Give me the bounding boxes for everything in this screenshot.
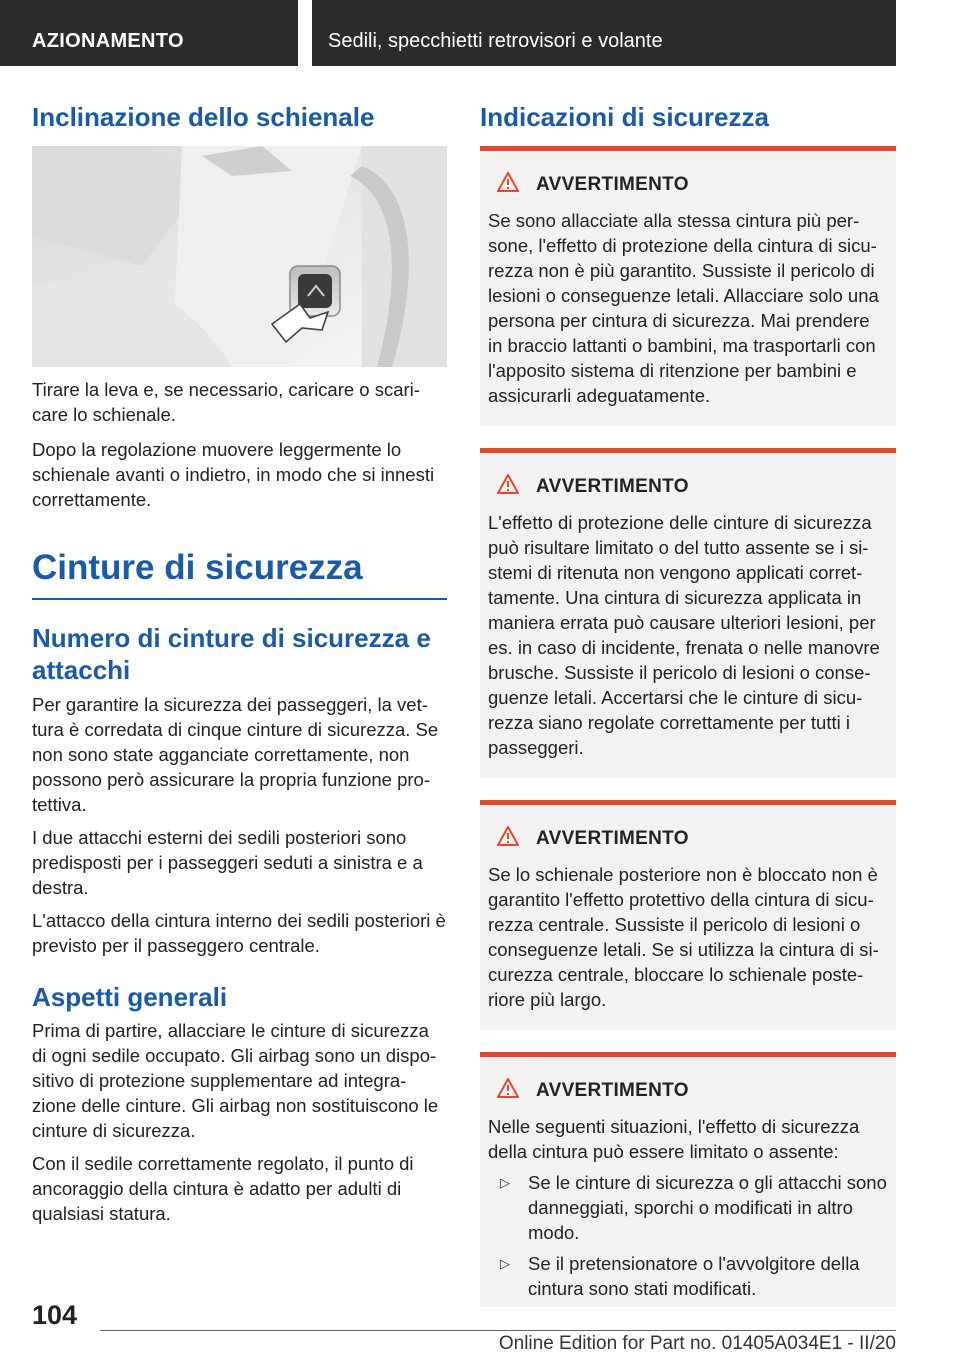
warning-triangle-icon bbox=[496, 825, 520, 852]
warning-triangle-icon bbox=[496, 171, 520, 198]
warning-header bbox=[496, 825, 888, 852]
general-title: Aspetti generali bbox=[32, 982, 228, 1012]
bullet-triangle-icon: ▷ bbox=[500, 1256, 510, 1271]
left-column bbox=[32, 100, 447, 1226]
warning-header bbox=[496, 171, 888, 198]
belt-count-title: Numero di cinture di sicurezza e attacchi bbox=[32, 623, 431, 685]
belt-count-paragraph-2: I due attacchi esterni dei sedili posteriori sono predisposti per i passeggeri seduti a sinistra e a destra. bbox=[32, 827, 423, 898]
page-number: 104 bbox=[32, 1300, 78, 1330]
warning-list-item bbox=[488, 1251, 888, 1301]
backrest-title: Inclinazione dello schienale bbox=[32, 102, 375, 132]
warning-box bbox=[480, 448, 896, 778]
warning-text: Se lo schienale posteriore non è bloccato non è garantito l'effetto protettivo della cintura di sicu-rezza centrale. Sussiste il pericolo di lesioni o conseguenze letali. Se si utilizza la cintura di si-curezza centrale, bloccare lo schienale poste-riore più largo. bbox=[488, 864, 879, 1010]
warning-title: AVVERTIMENTO bbox=[536, 475, 689, 497]
warning-list-item bbox=[488, 1170, 888, 1245]
belt-count-paragraph-3: L'attacco della cintura interno dei sedili posteriori è previsto per il passeggero centrale. bbox=[32, 910, 446, 956]
edition-note: Online Edition for Part no. 01405A034E1 - II/20 bbox=[498, 1333, 896, 1354]
warning-triangle-icon bbox=[496, 473, 520, 500]
warning-box bbox=[480, 146, 896, 426]
general-paragraph-2: Con il sedile correttamente regolato, il punto di ancoraggio della cintura è adatto per adulti di qualsiasi statura. bbox=[32, 1153, 414, 1224]
backrest-paragraph-1: Tirare la leva e, se necessario, caricare o scari-care lo schienale. bbox=[32, 379, 420, 425]
warning-header bbox=[496, 473, 888, 500]
warning-header bbox=[496, 1077, 888, 1104]
backrest-paragraph-2: Dopo la regolazione muovere leggermente lo schienale avanti o indietro, in modo che si innesti correttamente. bbox=[32, 439, 435, 510]
chapter-label: Sedili, specchietti retrovisori e volante bbox=[312, 0, 896, 66]
warning-list-text: Se le cinture di sicurezza o gli attacchi sono danneggiati, sporchi o modificati in altro modo. bbox=[528, 1172, 887, 1243]
backrest-lever-photo bbox=[32, 146, 447, 367]
warning-title: AVVERTIMENTO bbox=[536, 173, 689, 195]
belts-title: Cinture di sicurezza bbox=[32, 546, 447, 600]
bullet-triangle-icon: ▷ bbox=[500, 1175, 510, 1190]
section-label: AZIONAMENTO bbox=[0, 0, 298, 66]
safety-title: Indicazioni di sicurezza bbox=[480, 102, 769, 132]
warning-text: Nelle seguenti situazioni, l'effetto di sicurezza della cintura può essere limitato o assente: bbox=[488, 1116, 860, 1162]
warning-text: L'effetto di protezione delle cinture di sicurezza può risultare limitato o del tutto assente se i si-stemi di ritenuta non vengono applicati corret-tamente. Una cintura di sicurezza applicata in maniera errata può causare ulteriori lesioni, per es. in caso di incidente, frenata o nelle manovre brusche. Sussiste il pericolo di lesioni o conse-guenze letali. Accertarsi che le cinture di sicu-rezza siano regolate correttamente per tutti i passeggeri. bbox=[488, 512, 880, 758]
warning-triangle-icon bbox=[496, 1077, 520, 1104]
warning-box bbox=[480, 800, 896, 1030]
warning-box bbox=[480, 1052, 896, 1307]
belt-count-paragraph-1: Per garantire la sicurezza dei passeggeri, la vet-tura è corredata di cinque cinture di sicurezza. Se non sono state agganciate correttamente, non possono però assicurare la propria funzione pro-tettiva. bbox=[32, 694, 439, 815]
general-paragraph-1: Prima di partire, allacciare le cinture di sicurezza di ogni sedile occupato. Gli airbag sono un dispo-sitivo di protezione supplementare ad integra-zione delle cinture. Gli airbag non sostituiscono le cinture di sicurezza. bbox=[32, 1020, 439, 1141]
seat-illustration bbox=[32, 146, 447, 367]
footer-divider bbox=[100, 1330, 896, 1331]
page-header bbox=[0, 0, 960, 66]
warning-text: Se sono allacciate alla stessa cintura più per-sone, l'effetto di protezione della cintura di sicu-rezza non è più garantito. Sussiste il pericolo di lesioni o conseguenze letali. Allacciare solo una persona per cintura di sicurezza. Mai prendere in braccio lattanti o bambini, ma trasportarli con l'apposito sistema di ritenzione per bambini e assicurarli adeguatamente. bbox=[488, 210, 879, 406]
right-column bbox=[480, 100, 896, 1307]
warning-title: AVVERTIMENTO bbox=[536, 827, 689, 849]
warning-title: AVVERTIMENTO bbox=[536, 1079, 689, 1101]
warning-list-text: Se il pretensionatore o l'avvolgitore della cintura sono stati modificati. bbox=[528, 1253, 860, 1299]
